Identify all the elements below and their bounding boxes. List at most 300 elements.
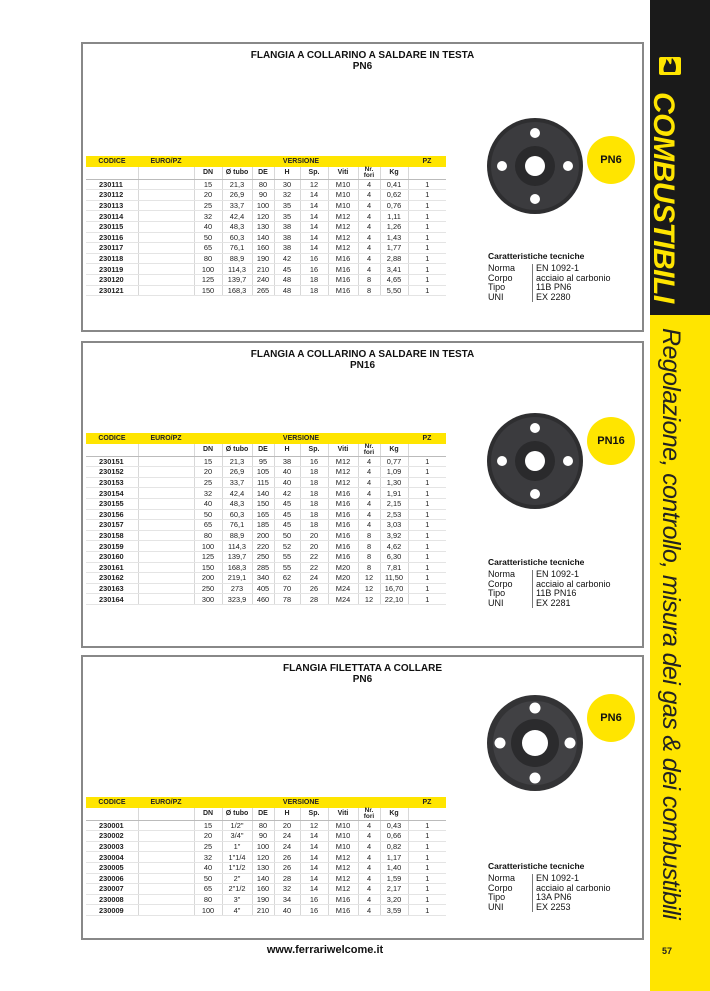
- table-cell: 32: [274, 190, 300, 201]
- table-cell: M12: [328, 232, 358, 243]
- table-row: [86, 894, 446, 905]
- table-cell: 114,3: [222, 541, 252, 552]
- table-cell: 25: [194, 841, 222, 852]
- table-cell: 4: [358, 264, 380, 275]
- table-cell: 80: [194, 530, 222, 541]
- table-cell: 1: [408, 894, 446, 905]
- table-row: [86, 498, 446, 509]
- table-row: [86, 562, 446, 573]
- table-cell: 4: [358, 831, 380, 842]
- table-cell: M16: [328, 498, 358, 509]
- price-cell: [138, 253, 194, 264]
- table-cell: 265: [252, 285, 274, 296]
- table-cell: 22,10: [380, 594, 408, 605]
- table-cell: 45: [274, 509, 300, 520]
- price-cell: [138, 862, 194, 873]
- product-code: 230119: [86, 264, 138, 275]
- table-row: [86, 232, 446, 243]
- table-cell: 105: [252, 467, 274, 478]
- table-cell: 4: [358, 894, 380, 905]
- table-cell: 90: [252, 831, 274, 842]
- price-cell: [138, 841, 194, 852]
- table-cell: 34: [274, 894, 300, 905]
- table-cell: M16: [328, 488, 358, 499]
- table-cell: M10: [328, 820, 358, 831]
- table-cell: 26: [274, 852, 300, 863]
- table-cell: 4: [358, 232, 380, 243]
- table-cell: 4: [358, 884, 380, 895]
- table-cell: 300: [194, 594, 222, 605]
- table-cell: M12: [328, 243, 358, 254]
- table-cell: 4: [358, 477, 380, 488]
- table-cell: 130: [252, 221, 274, 232]
- table-cell: 18: [300, 467, 328, 478]
- table-cell: 6,30: [380, 551, 408, 562]
- table-cell: M24: [328, 583, 358, 594]
- table-cell: 4: [358, 905, 380, 916]
- table-cell: 185: [252, 520, 274, 531]
- table-cell: 1: [408, 200, 446, 211]
- flange-photo: [485, 411, 585, 511]
- table-cell: 1: [408, 232, 446, 243]
- table-cell: 1: [408, 456, 446, 467]
- price-cell: [138, 285, 194, 296]
- product-code: 230161: [86, 562, 138, 573]
- table-cell: 219,1: [222, 573, 252, 584]
- header-h: H: [274, 167, 300, 180]
- table-cell: 1: [408, 274, 446, 285]
- table-cell: 4: [358, 467, 380, 478]
- product-code: 230121: [86, 285, 138, 296]
- table-row: [86, 841, 446, 852]
- table-cell: 3/4": [222, 831, 252, 842]
- table-cell: 21,3: [222, 179, 252, 190]
- footer-website-link[interactable]: www.ferrariwelcome.it: [266, 944, 384, 956]
- header-de: DE: [252, 167, 274, 180]
- product-code: 230004: [86, 852, 138, 863]
- table-cell: M10: [328, 179, 358, 190]
- table-cell: 28: [274, 873, 300, 884]
- table-cell: 16: [300, 456, 328, 467]
- price-cell: [138, 551, 194, 562]
- table-cell: 26: [300, 583, 328, 594]
- table-row: [86, 456, 446, 467]
- price-cell: [138, 831, 194, 842]
- table-cell: 70: [274, 583, 300, 594]
- table-cell: 1: [408, 530, 446, 541]
- product-code: 230008: [86, 894, 138, 905]
- table-cell: 38: [274, 243, 300, 254]
- table-cell: 1: [408, 190, 446, 201]
- table-cell: 3,03: [380, 520, 408, 531]
- table-cell: 1,17: [380, 852, 408, 863]
- table-cell: 40: [274, 905, 300, 916]
- table-cell: 26,9: [222, 467, 252, 478]
- table-cell: 4: [358, 841, 380, 852]
- table-cell: 65: [194, 520, 222, 531]
- table-cell: 1: [408, 820, 446, 831]
- table-row: [86, 211, 446, 222]
- table-cell: 20: [274, 820, 300, 831]
- table-cell: 45: [274, 498, 300, 509]
- table-cell: 3,92: [380, 530, 408, 541]
- price-cell: [138, 211, 194, 222]
- product-code: 230112: [86, 190, 138, 201]
- table-cell: 50: [194, 232, 222, 243]
- table-cell: 190: [252, 894, 274, 905]
- table-cell: 12: [358, 583, 380, 594]
- header-tubo: Ø tubo: [222, 167, 252, 180]
- table-cell: 48,3: [222, 498, 252, 509]
- table-cell: 32: [194, 488, 222, 499]
- table-cell: M16: [328, 274, 358, 285]
- table-cell: 48: [274, 274, 300, 285]
- product-code: 230156: [86, 509, 138, 520]
- table-cell: 16,70: [380, 583, 408, 594]
- table-cell: 4: [358, 200, 380, 211]
- category-label: COMBUSTIBILI: [647, 92, 680, 303]
- table-cell: 26,9: [222, 190, 252, 201]
- table-cell: 14: [300, 243, 328, 254]
- table-cell: 33,7: [222, 200, 252, 211]
- table-cell: 4: [358, 221, 380, 232]
- table-cell: 4: [358, 190, 380, 201]
- spec-tipo: 11B PN6: [532, 283, 571, 293]
- table-cell: 1: [408, 285, 446, 296]
- table-cell: 150: [194, 562, 222, 573]
- table-cell: 33,7: [222, 477, 252, 488]
- table-cell: 7,81: [380, 562, 408, 573]
- table-cell: 20: [300, 541, 328, 552]
- table-cell: 100: [252, 841, 274, 852]
- table-cell: 42,4: [222, 211, 252, 222]
- table-cell: 20: [300, 530, 328, 541]
- table-cell: 15: [194, 820, 222, 831]
- table-cell: 2,53: [380, 509, 408, 520]
- table-cell: 139,7: [222, 274, 252, 285]
- table-cell: 24: [274, 841, 300, 852]
- price-cell: [138, 530, 194, 541]
- table-cell: 14: [300, 862, 328, 873]
- table-cell: 130: [252, 862, 274, 873]
- table-cell: 14: [300, 831, 328, 842]
- price-cell: [138, 884, 194, 895]
- spec-norma: EN 1092-1: [532, 264, 579, 274]
- table-cell: 1,11: [380, 211, 408, 222]
- table-row: [86, 862, 446, 873]
- header-kg: Kg: [380, 167, 408, 180]
- table-cell: 150: [194, 285, 222, 296]
- table-cell: 1,91: [380, 488, 408, 499]
- table-cell: 100: [194, 541, 222, 552]
- table-row: [86, 285, 446, 296]
- table-cell: 1,09: [380, 467, 408, 478]
- table-cell: 80: [252, 179, 274, 190]
- table-row: [86, 243, 446, 254]
- table-cell: 1: [408, 862, 446, 873]
- table-cell: 20: [194, 831, 222, 842]
- product-code: 230009: [86, 905, 138, 916]
- table-row: [86, 200, 446, 211]
- table-cell: 168,3: [222, 285, 252, 296]
- product-code: 230160: [86, 551, 138, 562]
- spec-uni: EX 2280: [532, 293, 571, 303]
- product-code: 230154: [86, 488, 138, 499]
- table-cell: 88,9: [222, 253, 252, 264]
- table-row: [86, 541, 446, 552]
- table-cell: M16: [328, 530, 358, 541]
- table-cell: 1": [222, 841, 252, 852]
- table-row: [86, 905, 446, 916]
- header-pz: PZ: [408, 156, 446, 167]
- table-cell: 0,41: [380, 179, 408, 190]
- table-cell: 0,43: [380, 820, 408, 831]
- table-cell: 14: [300, 200, 328, 211]
- product-code: 230117: [86, 243, 138, 254]
- table-cell: 1"1/2: [222, 862, 252, 873]
- table-cell: 1: [408, 873, 446, 884]
- product-code: 230113: [86, 200, 138, 211]
- table-cell: 1"1/4: [222, 852, 252, 863]
- section-subtitle: PN16: [349, 360, 375, 371]
- product-code: 230164: [86, 594, 138, 605]
- table-cell: 12: [300, 820, 328, 831]
- table-cell: 8: [358, 541, 380, 552]
- table-cell: 50: [274, 530, 300, 541]
- table-cell: 160: [252, 884, 274, 895]
- table-cell: 3,20: [380, 894, 408, 905]
- table-cell: 32: [194, 852, 222, 863]
- table-cell: 285: [252, 562, 274, 573]
- table-cell: 15: [194, 456, 222, 467]
- table-cell: M16: [328, 520, 358, 531]
- table-cell: 40: [274, 467, 300, 478]
- table-cell: 200: [252, 530, 274, 541]
- table-cell: 38: [274, 456, 300, 467]
- table-cell: 120: [252, 211, 274, 222]
- price-cell: [138, 905, 194, 916]
- table-cell: 40: [194, 498, 222, 509]
- table-cell: M20: [328, 573, 358, 584]
- table-cell: 220: [252, 541, 274, 552]
- table-cell: 2": [222, 873, 252, 884]
- table-row: [86, 253, 446, 264]
- table-cell: 65: [194, 243, 222, 254]
- product-code: 230002: [86, 831, 138, 842]
- table-cell: 14: [300, 884, 328, 895]
- table-row: [86, 179, 446, 190]
- table-cell: 24: [274, 831, 300, 842]
- table-row: [86, 274, 446, 285]
- pn-badge: PN16: [587, 417, 635, 465]
- table-cell: 40: [274, 477, 300, 488]
- table-cell: 8: [358, 530, 380, 541]
- table-cell: 14: [300, 221, 328, 232]
- table-row: [86, 594, 446, 605]
- product-code: 230003: [86, 841, 138, 852]
- page-number: 57: [662, 946, 673, 956]
- table-cell: 1: [408, 221, 446, 232]
- table-cell: 76,1: [222, 520, 252, 531]
- table-cell: 460: [252, 594, 274, 605]
- table-cell: 1: [408, 498, 446, 509]
- table-cell: 1: [408, 179, 446, 190]
- price-cell: [138, 179, 194, 190]
- price-cell: [138, 221, 194, 232]
- table-cell: 62: [274, 573, 300, 584]
- table-cell: 210: [252, 905, 274, 916]
- table-cell: 250: [194, 583, 222, 594]
- table-cell: 60,3: [222, 509, 252, 520]
- header-dn: DN: [194, 167, 222, 180]
- table-cell: 18: [300, 477, 328, 488]
- table-cell: 14: [300, 232, 328, 243]
- table-cell: 2"1/2: [222, 884, 252, 895]
- table-cell: 4,65: [380, 274, 408, 285]
- table-cell: 4: [358, 498, 380, 509]
- table-cell: 55: [274, 551, 300, 562]
- section-pn6-saldare: [81, 42, 644, 332]
- section-title: FLANGIA FILETTATA A COLLARE: [282, 663, 443, 674]
- price-cell: [138, 562, 194, 573]
- table-cell: 38: [274, 232, 300, 243]
- table-cell: 4: [358, 820, 380, 831]
- table-cell: 2,15: [380, 498, 408, 509]
- table-cell: 114,3: [222, 264, 252, 275]
- product-code: 230151: [86, 456, 138, 467]
- table-cell: 1: [408, 264, 446, 275]
- price-cell: [138, 488, 194, 499]
- table-cell: M12: [328, 852, 358, 863]
- table-cell: 15: [194, 179, 222, 190]
- table-cell: 16: [300, 253, 328, 264]
- table-cell: 42: [274, 488, 300, 499]
- table-cell: 22: [300, 551, 328, 562]
- table-cell: 25: [194, 200, 222, 211]
- table-cell: M12: [328, 211, 358, 222]
- table-cell: 340: [252, 573, 274, 584]
- product-code: 230115: [86, 221, 138, 232]
- product-code: 230120: [86, 274, 138, 285]
- table-cell: 14: [300, 852, 328, 863]
- product-code: 230152: [86, 467, 138, 478]
- product-code: 230158: [86, 530, 138, 541]
- product-code: 230005: [86, 862, 138, 873]
- table-row: [86, 873, 446, 884]
- table-cell: 3,41: [380, 264, 408, 275]
- table-cell: 38: [274, 221, 300, 232]
- table-cell: 190: [252, 253, 274, 264]
- specs-title: Caratteristiche tecniche: [488, 251, 585, 261]
- table-cell: 14: [300, 841, 328, 852]
- table-cell: 140: [252, 873, 274, 884]
- table-cell: 1: [408, 562, 446, 573]
- table-cell: 405: [252, 583, 274, 594]
- table-cell: 80: [252, 820, 274, 831]
- table-cell: 50: [194, 509, 222, 520]
- table-cell: 1: [408, 520, 446, 531]
- table-row: [86, 551, 446, 562]
- table-cell: M16: [328, 551, 358, 562]
- table-row: [86, 852, 446, 863]
- table-cell: 323,9: [222, 594, 252, 605]
- table-cell: 14: [300, 211, 328, 222]
- table-row: [86, 509, 446, 520]
- table-cell: 4: [358, 509, 380, 520]
- table-cell: 20: [194, 190, 222, 201]
- table-cell: M10: [328, 841, 358, 852]
- table-cell: 4: [358, 873, 380, 884]
- price-cell: [138, 894, 194, 905]
- table-row: [86, 264, 446, 275]
- table-cell: 0,76: [380, 200, 408, 211]
- header-euro: EURO/PZ: [138, 156, 194, 167]
- table-cell: M12: [328, 884, 358, 895]
- table-cell: 4: [358, 253, 380, 264]
- table-cell: 35: [274, 211, 300, 222]
- table-cell: 55: [274, 562, 300, 573]
- product-code: 230163: [86, 583, 138, 594]
- table-cell: 4: [358, 243, 380, 254]
- table-cell: 4: [358, 862, 380, 873]
- table-cell: 50: [194, 873, 222, 884]
- table-cell: M16: [328, 894, 358, 905]
- price-cell: [138, 498, 194, 509]
- product-code: 230114: [86, 211, 138, 222]
- table-cell: M16: [328, 264, 358, 275]
- table-cell: 80: [194, 253, 222, 264]
- table-row: [86, 477, 446, 488]
- table-cell: M24: [328, 594, 358, 605]
- table-cell: 4: [358, 179, 380, 190]
- section-title: FLANGIA A COLLARINO A SALDARE IN TESTA: [250, 349, 475, 360]
- table-cell: 4,62: [380, 541, 408, 552]
- table-cell: 1: [408, 831, 446, 842]
- product-table: CODICE EURO/PZ VERSIONE PZ DN Ø tubo DE H Sp. Viti Nr. fori Kg 230001 15 1/2" 80 20 12 M10 4 0,43 1 230002 20 3/4" 90 24 14 M10 4 0,66 1 230003 25 1" 100 24 14 M10 4 0,82 1 230004 32 1"1/4 120 26 14 M12 4 1,17 1 230005 40 1"1/2 130 26 14 M12 4 1,40 1 230006 50 2" 140 28 14 M12 4 1,59 1 230007 65 2"1/2 160 32 14 M12 4 2,17 1 230008 80 3" 190 34 16 M16 4 3,20 1 230009 100 4" 210 40 16 M16 4 3,59 1: [86, 797, 446, 916]
- table-cell: 139,7: [222, 551, 252, 562]
- section-pn6-filettata: [81, 655, 644, 940]
- table-cell: 1: [408, 852, 446, 863]
- table-cell: 1,59: [380, 873, 408, 884]
- section-subtitle: PN6: [352, 61, 373, 72]
- table-cell: 4": [222, 905, 252, 916]
- price-cell: [138, 456, 194, 467]
- table-row: [86, 488, 446, 499]
- table-cell: M12: [328, 467, 358, 478]
- table-cell: 1: [408, 211, 446, 222]
- table-cell: 125: [194, 274, 222, 285]
- table-cell: 76,1: [222, 243, 252, 254]
- table-cell: 250: [252, 551, 274, 562]
- table-cell: 18: [300, 285, 328, 296]
- price-cell: [138, 852, 194, 863]
- table-row: [86, 583, 446, 594]
- table-cell: 1: [408, 509, 446, 520]
- flame-logo-icon: [657, 52, 683, 78]
- price-cell: [138, 200, 194, 211]
- table-row: [86, 884, 446, 895]
- table-cell: 8: [358, 562, 380, 573]
- table-cell: 45: [274, 520, 300, 531]
- table-cell: 0,66: [380, 831, 408, 842]
- table-cell: 1: [408, 488, 446, 499]
- table-cell: 52: [274, 541, 300, 552]
- table-cell: 32: [194, 211, 222, 222]
- table-row: [86, 221, 446, 232]
- price-cell: [138, 467, 194, 478]
- threaded-flange-photo: [485, 693, 585, 793]
- table-cell: 80: [194, 894, 222, 905]
